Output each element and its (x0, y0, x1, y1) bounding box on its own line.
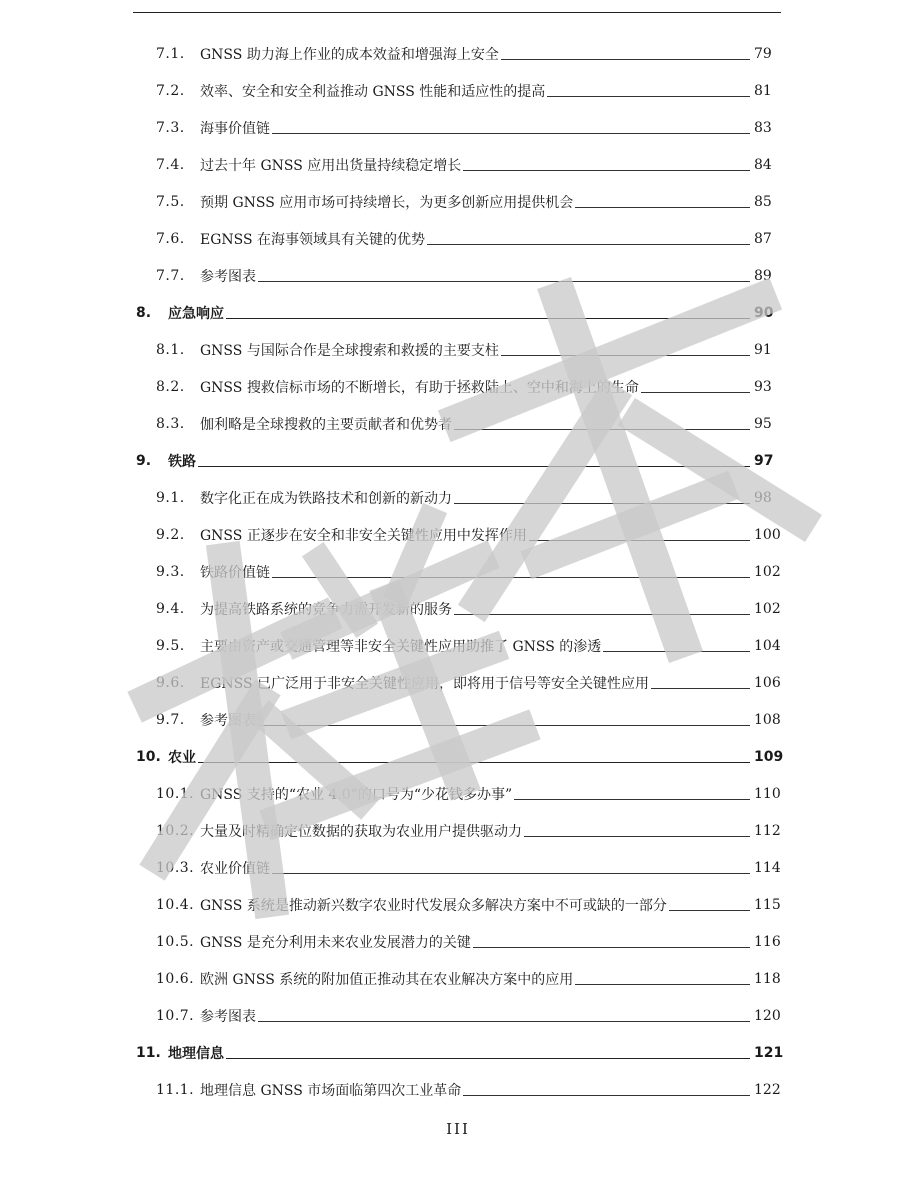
toc-entry-title: 参考图表 (200, 268, 256, 285)
toc-section-entry[interactable] (0, 72, 916, 109)
toc-leader-line (226, 1058, 750, 1059)
toc-entry-page: 121 (754, 1044, 784, 1061)
toc-entry-number: 9. (136, 452, 152, 469)
toc-entry-page: 102 (754, 563, 781, 580)
toc-entry-page: 95 (754, 415, 772, 432)
toc-entry-page: 89 (754, 267, 772, 284)
toc-entry-title: 地理信息 (168, 1045, 224, 1062)
toc-section-entry[interactable] (0, 997, 916, 1034)
toc-entry-title: 铁路 (168, 453, 196, 470)
table-of-contents (0, 35, 916, 1108)
toc-section-entry[interactable] (0, 775, 916, 812)
toc-section-entry[interactable] (0, 331, 916, 368)
toc-entry-page: 100 (754, 526, 781, 543)
toc-section-entry[interactable] (0, 701, 916, 738)
toc-entry-title: 预期 GNSS 应用市场可持续增长，为更多创新应用提供机会 (200, 194, 574, 211)
toc-leader-line (272, 873, 750, 874)
toc-entry-number: 8.2. (156, 378, 185, 395)
toc-leader-line (575, 207, 750, 208)
toc-entry-page: 98 (754, 489, 772, 506)
toc-leader-line (454, 503, 750, 504)
toc-section-entry[interactable] (0, 812, 916, 849)
toc-entry-title: GNSS 支持的“农业 4.0”的口号为“少花钱多办事” (200, 786, 513, 803)
toc-section-entry[interactable] (0, 516, 916, 553)
toc-entry-page: 83 (754, 119, 772, 136)
toc-entry-page: 116 (754, 933, 781, 950)
toc-leader-line (651, 688, 750, 689)
toc-leader-line (463, 170, 750, 171)
toc-section-entry[interactable] (0, 886, 916, 923)
toc-entry-title: EGNSS 已广泛用于非安全关键性应用，即将用于信号等安全关键性应用 (200, 675, 650, 692)
toc-entry-number: 10.7. (156, 1007, 195, 1024)
toc-entry-number: 7.3. (156, 119, 185, 136)
toc-leader-line (575, 984, 750, 985)
toc-entry-title: GNSS 与国际合作是全球搜索和救援的主要支柱 (200, 342, 499, 359)
toc-entry-number: 11.1. (156, 1081, 195, 1098)
toc-entry-title: 农业 (168, 749, 196, 766)
toc-entry-page: 93 (754, 378, 772, 395)
toc-section-entry[interactable] (0, 183, 916, 220)
toc-entry-number: 10.5. (156, 933, 195, 950)
toc-entry-title: 伽利略是全球搜救的主要贡献者和优势者 (200, 416, 452, 433)
toc-entry-title: 海事价值链 (200, 120, 270, 137)
toc-section-entry[interactable] (0, 1071, 916, 1108)
toc-entry-page: 112 (754, 822, 781, 839)
toc-leader-line (547, 96, 750, 97)
toc-leader-line (463, 1095, 750, 1096)
toc-section-entry[interactable] (0, 960, 916, 997)
toc-leader-line (198, 466, 750, 467)
toc-entry-number: 7.7. (156, 267, 185, 284)
toc-entry-number: 10.3. (156, 859, 195, 876)
toc-leader-line (427, 244, 750, 245)
toc-entry-title: 主要由资产或交通管理等非安全关键性应用助推了 GNSS 的渗透 (200, 638, 602, 655)
toc-entry-page: 104 (754, 637, 781, 654)
toc-section-entry[interactable] (0, 923, 916, 960)
toc-leader-line (473, 947, 750, 948)
toc-entry-page: 85 (754, 193, 772, 210)
toc-entry-page: 115 (754, 896, 781, 913)
toc-entry-number: 11. (136, 1044, 161, 1061)
toc-entry-number: 7.2. (156, 82, 185, 99)
toc-entry-page: 97 (754, 452, 774, 469)
page-number: III (446, 1120, 470, 1138)
toc-leader-line (529, 540, 750, 541)
toc-entry-number: 9.3. (156, 563, 185, 580)
toc-entry-number: 10.4. (156, 896, 195, 913)
toc-entry-title: 农业价值链 (200, 860, 270, 877)
toc-leader-line (454, 614, 750, 615)
toc-entry-title: EGNSS 在海事领域具有关键的优势 (200, 231, 426, 248)
toc-entry-number: 9.4. (156, 600, 185, 617)
toc-entry-number: 8. (136, 304, 152, 321)
toc-entry-title: 大量及时精确定位数据的获取为农业用户提供驱动力 (200, 823, 522, 840)
toc-entry-page: 122 (754, 1081, 781, 1098)
toc-section-entry[interactable] (0, 146, 916, 183)
toc-entry-number: 10.1. (156, 785, 195, 802)
top-rule (133, 12, 781, 13)
toc-section-entry[interactable] (0, 590, 916, 627)
toc-section-entry[interactable] (0, 849, 916, 886)
toc-entry-number: 9.2. (156, 526, 185, 543)
toc-leader-line (454, 429, 750, 430)
toc-entry-page: 108 (754, 711, 781, 728)
toc-leader-line (669, 910, 750, 911)
toc-entry-page: 79 (754, 45, 772, 62)
toc-entry-number: 9.1. (156, 489, 185, 506)
toc-entry-number: 7.4. (156, 156, 185, 173)
toc-entry-number: 10.2. (156, 822, 195, 839)
toc-entry-title: 欧洲 GNSS 系统的附加值正推动其在农业解决方案中的应用 (200, 971, 574, 988)
toc-section-entry[interactable] (0, 405, 916, 442)
toc-section-entry[interactable] (0, 479, 916, 516)
toc-entry-title: GNSS 正逐步在安全和非安全关键性应用中发挥作用 (200, 527, 527, 544)
toc-entry-page: 87 (754, 230, 772, 247)
toc-entry-page: 106 (754, 674, 781, 691)
toc-entry-page: 118 (754, 970, 781, 987)
toc-entry-title: 参考图表 (200, 712, 256, 729)
toc-entry-number: 7.5. (156, 193, 185, 210)
toc-section-entry[interactable] (0, 553, 916, 590)
toc-entry-title: GNSS 是充分利用未来农业发展潜力的关键 (200, 934, 471, 951)
toc-entry-page: 90 (754, 304, 774, 321)
toc-entry-number: 7.1. (156, 45, 185, 62)
toc-entry-title: 数字化正在成为铁路技术和创新的新动力 (200, 490, 452, 507)
toc-leader-line (272, 577, 750, 578)
toc-entry-number: 10. (136, 748, 161, 765)
toc-entry-page: 84 (754, 156, 772, 173)
toc-leader-line (641, 392, 750, 393)
toc-leader-line (272, 133, 750, 134)
toc-entry-page: 91 (754, 341, 772, 358)
toc-leader-line (258, 281, 750, 282)
toc-entry-title: GNSS 搜救信标市场的不断增长，有助于拯救陆上、空中和海上的生命 (200, 379, 639, 396)
toc-chapter-entry[interactable] (0, 294, 916, 331)
toc-section-entry[interactable] (0, 220, 916, 257)
toc-chapter-entry[interactable] (0, 1034, 916, 1071)
toc-entry-title: 地理信息 GNSS 市场面临第四次工业革命 (200, 1082, 462, 1099)
toc-chapter-entry[interactable] (0, 738, 916, 775)
toc-entry-page: 110 (754, 785, 781, 802)
toc-entry-title: 效率、安全和安全利益推动 GNSS 性能和适应性的提高 (200, 83, 546, 100)
toc-entry-page: 81 (754, 82, 772, 99)
toc-entry-title: 铁路价值链 (200, 564, 270, 581)
toc-entry-title: 过去十年 GNSS 应用出货量持续稳定增长 (200, 157, 462, 174)
toc-leader-line (524, 836, 750, 837)
toc-entry-number: 9.5. (156, 637, 185, 654)
toc-entry-number: 8.3. (156, 415, 185, 432)
toc-leader-line (198, 762, 750, 763)
toc-section-entry[interactable] (0, 257, 916, 294)
toc-entry-title: 为提高铁路系统的竞争力需开发新的服务 (200, 601, 452, 618)
toc-entry-page: 109 (754, 748, 784, 765)
toc-entry-title: 应急响应 (168, 305, 224, 322)
toc-leader-line (501, 59, 750, 60)
toc-entry-number: 7.6. (156, 230, 185, 247)
toc-chapter-entry[interactable] (0, 442, 916, 479)
toc-leader-line (258, 725, 750, 726)
toc-section-entry[interactable] (0, 35, 916, 72)
toc-entry-page: 114 (754, 859, 781, 876)
toc-entry-title: 参考图表 (200, 1008, 256, 1025)
toc-section-entry[interactable] (0, 368, 916, 405)
toc-section-entry[interactable] (0, 109, 916, 146)
toc-leader-line (226, 318, 750, 319)
toc-leader-line (258, 1021, 750, 1022)
toc-leader-line (603, 651, 750, 652)
toc-entry-number: 9.6. (156, 674, 185, 691)
toc-entry-title: GNSS 助力海上作业的成本效益和增强海上安全 (200, 46, 499, 63)
toc-entry-page: 120 (754, 1007, 781, 1024)
toc-entry-number: 9.7. (156, 711, 185, 728)
toc-section-entry[interactable] (0, 627, 916, 664)
toc-leader-line (501, 355, 750, 356)
toc-entry-title: GNSS 系统是推动新兴数字农业时代发展众多解决方案中不可或缺的一部分 (200, 897, 667, 914)
toc-entry-page: 102 (754, 600, 781, 617)
toc-entry-number: 10.6. (156, 970, 195, 987)
toc-leader-line (514, 799, 750, 800)
toc-section-entry[interactable] (0, 664, 916, 701)
toc-entry-number: 8.1. (156, 341, 185, 358)
